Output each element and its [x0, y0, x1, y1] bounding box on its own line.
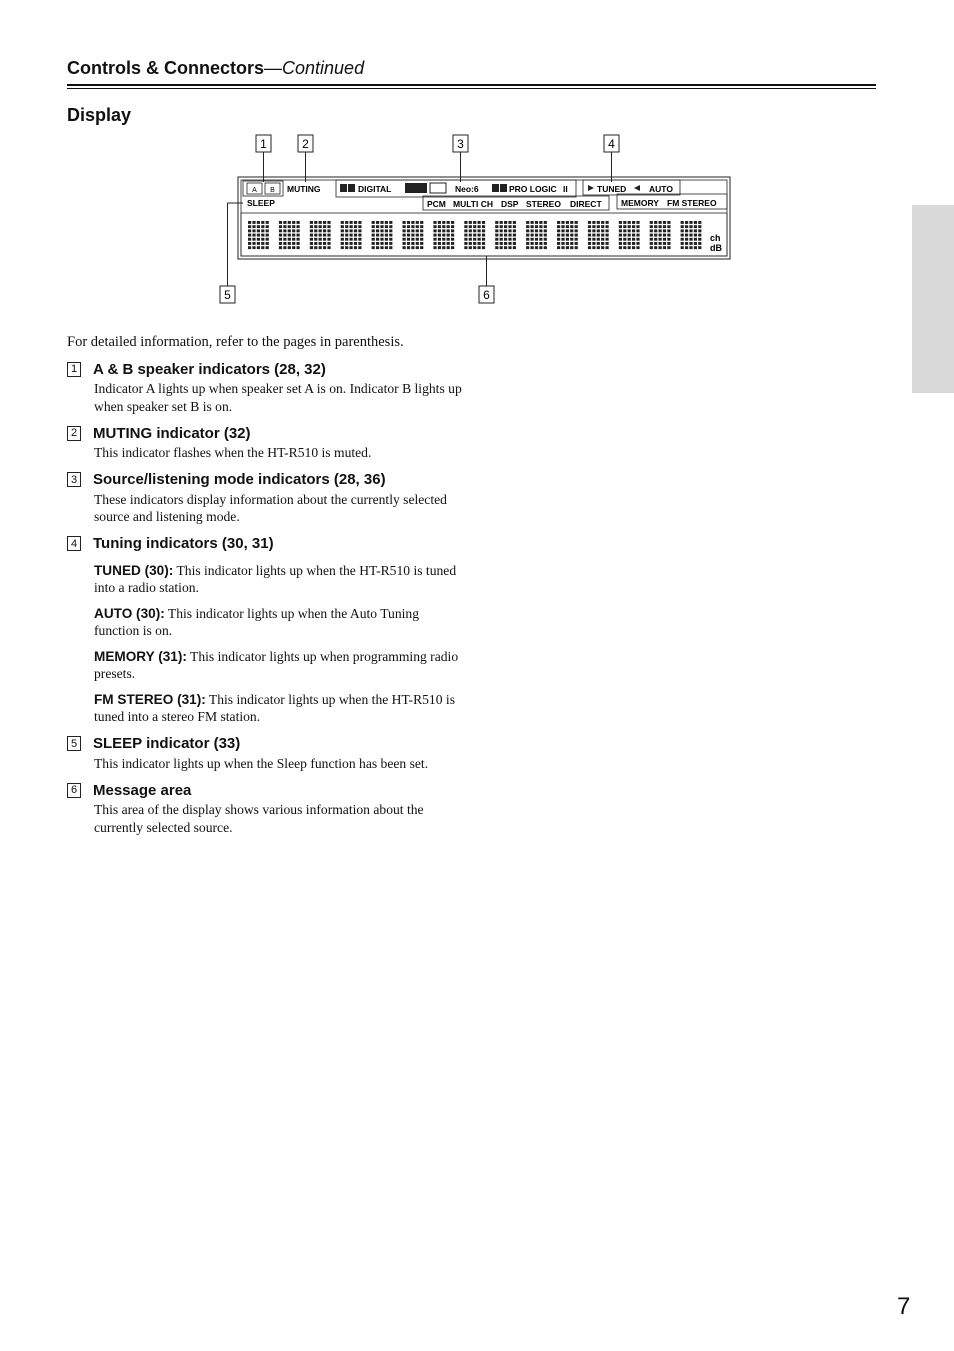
dot-matrix-characters: [248, 221, 701, 249]
item-number: 1: [67, 362, 81, 377]
indicator-list: [67, 359, 462, 844]
callout-1: [256, 135, 271, 182]
svg-text:dB: dB: [710, 243, 722, 253]
item-title: Source/listening mode indicators (28, 36): [93, 471, 386, 488]
svg-text:STEREO: STEREO: [526, 199, 561, 209]
page-number: 7: [897, 1293, 911, 1320]
callout-6: [479, 256, 494, 303]
display-diagram: [0, 0, 954, 320]
svg-text:4: 4: [608, 137, 615, 151]
item-title: MUTING indicator (32): [93, 424, 251, 442]
item-number: 6: [67, 783, 81, 798]
item-title: Message area: [93, 781, 192, 799]
item-body: This indicator lights up when the Sleep function has been set.: [94, 755, 429, 771]
svg-text:SLEEP: SLEEP: [247, 198, 275, 208]
svg-text:5: 5: [224, 288, 231, 302]
header-title: Controls & Connectors: [67, 58, 265, 78]
tuning-sub-memory: MEMORY (31): This indicator lights up when programming radio presets.: [94, 648, 459, 681]
svg-text:II: II: [563, 184, 568, 194]
svg-text:3: 3: [457, 137, 464, 151]
item-muting-indicator: [67, 423, 462, 462]
item-sleep-indicator: [67, 734, 462, 773]
svg-text:DSP: DSP: [501, 199, 519, 209]
callout-4: [604, 135, 619, 182]
svg-text:6: 6: [483, 288, 490, 302]
item-number: 5: [67, 736, 81, 751]
svg-text:PCM: PCM: [427, 199, 446, 209]
header-subtitle: —Continued: [264, 58, 365, 78]
item-body: This indicator flashes when the HT-R510 is muted.: [94, 445, 372, 460]
svg-text:MULTI CH: MULTI CH: [453, 199, 493, 209]
callout-3: [453, 135, 468, 182]
tuning-sub-fm-stereo: FM STEREO (31): This indicator lights up when the HT-R510 is tuned into a stereo FM station.: [94, 691, 455, 724]
item-body: Indicator A lights up when speaker set A is on. Indicator B lights up when speaker set B is on.: [94, 381, 462, 414]
item-title: Tuning indicators (30, 31): [93, 535, 274, 552]
svg-text:2: 2: [302, 137, 309, 151]
item-tuning-indicators: [67, 534, 462, 726]
svg-text:PRO LOGIC: PRO LOGIC: [509, 184, 557, 194]
item-speaker-indicators: [67, 359, 462, 415]
svg-text:TUNED: TUNED: [597, 184, 627, 194]
svg-text:FM STEREO: FM STEREO: [667, 198, 717, 208]
item-number: 4: [67, 536, 81, 551]
item-source-indicators: [67, 470, 462, 526]
item-title: SLEEP indicator (33): [93, 735, 241, 752]
svg-text:DIRECT: DIRECT: [570, 199, 602, 209]
svg-text:DIGITAL: DIGITAL: [358, 184, 392, 194]
svg-text:A: A: [252, 187, 257, 194]
svg-text:1: 1: [260, 137, 267, 151]
item-message-area: [67, 780, 462, 836]
item-body: This area of the display shows various information about the currently selected source.: [94, 802, 424, 835]
svg-text:MUTING: MUTING: [287, 184, 321, 194]
item-number: 2: [67, 426, 81, 441]
callout-5: [220, 203, 243, 303]
tuning-sub-auto: AUTO (30): This indicator lights up when the Auto Tuning function is on.: [94, 605, 420, 638]
tuning-sub-tuned: TUNED (30): This indicator lights up when the HT-R510 is tuned into a radio station.: [94, 562, 457, 595]
item-body: These indicators display information about the currently selected source and listening mode.: [94, 491, 447, 524]
callout-2: [298, 135, 313, 182]
item-number: 3: [67, 472, 81, 487]
svg-text:ch: ch: [710, 233, 721, 243]
svg-text:Neo:6: Neo:6: [455, 184, 479, 194]
svg-text:B: B: [270, 187, 275, 194]
svg-text:AUTO: AUTO: [649, 184, 673, 194]
section-title: Display: [67, 105, 132, 125]
item-title: A & B speaker indicators (28, 32): [93, 360, 326, 378]
intro-text: For detailed information, refer to the pages in parenthesis.: [67, 334, 404, 350]
svg-text:MEMORY: MEMORY: [621, 198, 659, 208]
